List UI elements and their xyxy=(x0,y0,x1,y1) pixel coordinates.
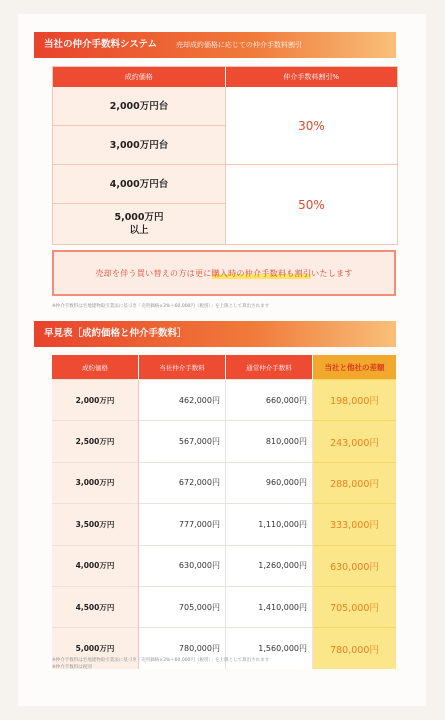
price-band: 2,000万円台 xyxy=(53,87,225,125)
footnote: ※仲介手数料は宅地建物取引業法に基づき「売買価格×3%＋60,000円（税別）」を上限として算出されます xyxy=(52,658,270,663)
difference-cell: 780,000円 xyxy=(313,628,397,669)
fee-comparison-table xyxy=(52,355,396,669)
price-band: 3,000万円台 xyxy=(53,125,225,164)
table-row xyxy=(52,504,396,545)
our-fee-cell: 777,000円 xyxy=(139,504,226,545)
difference-cell: 243,000円 xyxy=(313,421,397,462)
price-cell: 3,500万円 xyxy=(52,504,139,545)
price-cell: 2,500万円 xyxy=(52,421,139,462)
difference-cell: 630,000円 xyxy=(313,545,397,586)
normal-fee-cell: 960,000円 xyxy=(226,462,313,503)
normal-fee-cell: 1,110,000円 xyxy=(226,504,313,545)
purchase-discount-notice xyxy=(52,250,396,296)
header-price: 成約価格 xyxy=(53,67,226,87)
notice-text: いたします xyxy=(311,268,353,278)
price-band: 4,000万円台 xyxy=(53,164,225,203)
price-cell: 4,500万円 xyxy=(52,586,139,627)
price-cell: 3,000万円 xyxy=(52,462,139,503)
section-title: 早見表［成約価格と仲介手数料］ xyxy=(44,328,187,339)
section-title: 当社の仲介手数料システム xyxy=(44,39,158,50)
section-subtitle: 売却成約価格に応じての仲介手数料割引 xyxy=(175,41,302,49)
price-cell: 4,000万円 xyxy=(52,545,139,586)
notice-text: 売却を伴う買い替えの方は更に xyxy=(95,268,212,278)
our-fee-cell: 567,000円 xyxy=(139,421,226,462)
header-price: 成約価格 xyxy=(52,355,139,380)
discount-table xyxy=(52,66,398,245)
normal-fee-cell: 660,000円 xyxy=(226,380,313,421)
table-row xyxy=(52,462,396,503)
normal-fee-cell: 1,410,000円 xyxy=(226,586,313,627)
difference-cell: 288,000円 xyxy=(313,462,397,503)
footnote: ※仲介手数料は税別 xyxy=(52,665,92,670)
difference-cell: 333,000円 xyxy=(313,504,397,545)
header-difference: 当社と他社の差額 xyxy=(313,355,397,380)
normal-fee-cell: 810,000円 xyxy=(226,421,313,462)
table-row xyxy=(52,586,396,627)
table-row xyxy=(52,545,396,586)
price-cell: 5,000万円 xyxy=(52,628,139,669)
our-fee-cell: 672,000円 xyxy=(139,462,226,503)
footnote: ※仲介手数料は宅地建物取引業法に基づき「売買価格×3%＋60,000円（税別）」を上限として算出されます xyxy=(52,304,270,309)
table-row xyxy=(52,421,396,462)
discount-table-header xyxy=(53,67,397,87)
discount-rate: 30% xyxy=(298,118,325,133)
header-our-fee: 当社仲介手数料 xyxy=(139,355,226,380)
difference-cell: 705,000円 xyxy=(313,586,397,627)
header-discount: 仲介手数料割引% xyxy=(283,73,340,81)
our-fee-cell: 780,000円 xyxy=(139,628,226,669)
section-header-fee-system xyxy=(34,32,396,58)
table-header-row xyxy=(52,355,396,380)
price-band: 5,000万円 以上 xyxy=(53,203,225,244)
table-row xyxy=(52,380,396,421)
difference-cell: 198,000円 xyxy=(313,380,397,421)
our-fee-cell: 462,000円 xyxy=(139,380,226,421)
our-fee-cell: 705,000円 xyxy=(139,586,226,627)
section-header-quick-table xyxy=(34,321,396,347)
header-normal-fee: 通常仲介手数料 xyxy=(226,355,313,380)
our-fee-cell: 630,000円 xyxy=(139,545,226,586)
normal-fee-cell: 1,560,000円 xyxy=(226,628,313,669)
normal-fee-cell: 1,260,000円 xyxy=(226,545,313,586)
notice-highlight: 購入時の仲介手数料も割引 xyxy=(211,268,312,278)
price-cell: 2,000万円 xyxy=(52,380,139,421)
discount-rate: 50% xyxy=(226,164,397,244)
